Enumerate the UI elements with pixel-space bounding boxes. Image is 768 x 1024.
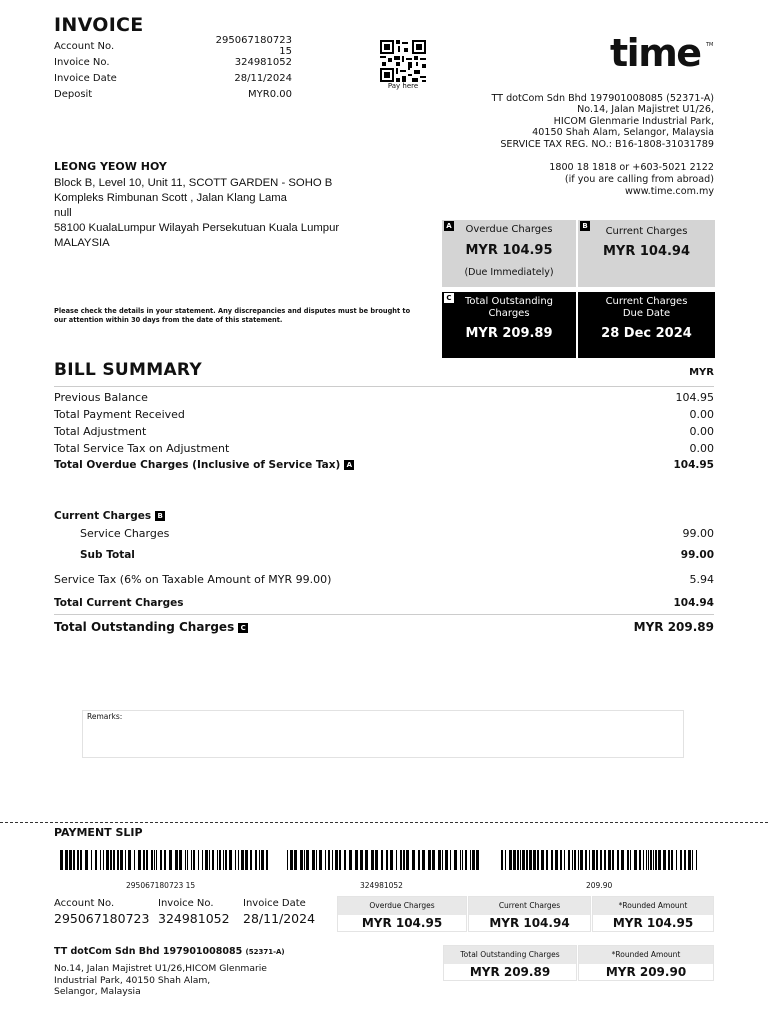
outstanding-label-2: Charges <box>488 308 530 319</box>
row-label: Total Overdue Charges (Inclusive of Service Tax) <box>54 459 341 471</box>
row-label: Sub Total <box>80 549 135 561</box>
barcode-number: 324981052 <box>360 881 403 890</box>
overdue-note: (Due Immediately) <box>464 267 554 278</box>
barcode-invoice <box>287 850 482 870</box>
meta-label: Invoice Date <box>54 72 117 84</box>
contact-note: (if you are calling from abroad) <box>564 174 714 185</box>
slip-company-name <box>54 946 285 957</box>
due-date: 28 Dec 2024 <box>601 326 692 341</box>
row-label: Service Charges <box>80 527 170 540</box>
slip-rounded-total-cell <box>578 945 714 981</box>
slip-date-value: 28/11/2024 <box>243 911 316 926</box>
slip-date-label: Invoice Date <box>243 898 306 909</box>
cell-value: MYR 104.95 <box>612 916 694 930</box>
service-tax-row <box>54 573 714 586</box>
slip-account-label: Account No. <box>54 898 115 909</box>
row-label: Service Tax (6% on Taxable Amount of MYR 99.00) <box>54 573 332 586</box>
logo-trademark: TM <box>706 42 714 48</box>
total-current-row <box>54 597 714 609</box>
contact-phone: 1800 18 1818 or +603-5021 2122 <box>549 162 714 173</box>
time-logo: time <box>610 31 701 75</box>
slip-invoice-label: Invoice No. <box>158 898 214 909</box>
address-line: null <box>54 207 72 219</box>
row-value: 104.95 <box>675 391 714 404</box>
barcode-account <box>60 850 268 870</box>
invoice-title: INVOICE <box>54 14 144 36</box>
meta-label: Deposit <box>54 88 93 100</box>
customer-address <box>54 176 339 251</box>
current-charges-heading <box>54 510 165 522</box>
customer-name: LEONG YEOW HOY <box>54 160 167 173</box>
cell-header: Overdue Charges <box>338 897 466 915</box>
meta-account <box>54 35 292 57</box>
overdue-label: Overdue Charges <box>465 224 553 235</box>
due-label-2: Due Date <box>622 308 671 319</box>
company-line: SERVICE TAX REG. NO.: B16-1808-31031789 <box>500 138 714 150</box>
divider <box>54 614 714 615</box>
meta-date <box>54 70 292 86</box>
company-line: TT dotCom Sdn Bhd 197901008085 (52371-A) <box>491 93 714 104</box>
row-label: Total Service Tax on Adjustment <box>54 442 230 455</box>
barcode-number: 209.90 <box>586 881 613 890</box>
cell-value: MYR 209.90 <box>605 965 687 979</box>
company-address <box>491 93 714 150</box>
cell-value: MYR 104.94 <box>489 916 570 930</box>
cell-header: *Rounded Amount <box>593 897 713 915</box>
outstanding-label-1: Total Outstanding <box>464 296 554 307</box>
cell-header: Total Outstanding Charges <box>444 946 576 964</box>
tag-b: B <box>580 221 590 231</box>
pay-here-label: Pay here <box>387 82 419 90</box>
meta-deposit <box>54 86 292 102</box>
slip-current-cell <box>468 896 591 932</box>
overdue-amount: MYR 104.95 <box>465 243 553 258</box>
tag-a: A <box>344 460 354 470</box>
remarks-box <box>82 710 684 758</box>
summary-row <box>54 425 714 438</box>
due-date-box <box>578 292 715 358</box>
currency-label: MYR <box>689 367 714 378</box>
row-value: 0.00 <box>689 408 714 421</box>
barcode-number: 295067180723 15 <box>126 881 196 890</box>
total-outstanding-row <box>54 620 714 634</box>
row-label: Previous Balance <box>54 391 148 404</box>
due-label-1: Current Charges <box>605 296 688 307</box>
overdue-total-row <box>54 459 714 471</box>
current-charges-box <box>578 220 715 287</box>
heading-label: Current Charges <box>54 510 152 522</box>
qr-code-icon[interactable] <box>380 40 426 82</box>
sub-total-row <box>80 549 714 561</box>
divider <box>54 386 714 387</box>
slip-rounded-cell <box>592 896 714 932</box>
barcode-amount <box>501 850 697 870</box>
slip-invoice-value: 324981052 <box>158 911 230 926</box>
meta-label: Invoice No. <box>54 56 110 68</box>
invoice-meta <box>54 35 292 102</box>
remarks-label: Remarks: <box>87 712 123 721</box>
row-value: 99.00 <box>682 527 714 540</box>
contact-website: www.time.com.my <box>625 186 714 197</box>
tag-c: C <box>444 293 454 303</box>
overdue-charges-box <box>442 220 576 287</box>
meta-value: 295067180723 15 <box>215 35 292 57</box>
tear-line <box>0 822 768 823</box>
slip-overdue-cell <box>337 896 467 932</box>
cell-header: Current Charges <box>469 897 590 915</box>
row-value: 104.94 <box>673 597 714 609</box>
bill-summary-title: BILL SUMMARY <box>54 360 202 380</box>
service-charges-row <box>80 527 714 540</box>
row-value: 0.00 <box>689 425 714 438</box>
outstanding-amount: MYR 209.89 <box>465 326 553 341</box>
row-value: 0.00 <box>689 442 714 455</box>
address-line: Selangor, Malaysia <box>54 986 141 997</box>
company-line: No.14, Jalan Majistret U1/26, <box>577 104 714 116</box>
summary-row <box>54 391 714 404</box>
current-amount: MYR 104.94 <box>602 244 691 259</box>
meta-invoice <box>54 54 292 70</box>
total-outstanding-box <box>442 292 576 358</box>
row-label: Total Adjustment <box>54 425 147 438</box>
company-name: TT dotCom Sdn Bhd 197901008085 <box>54 946 243 957</box>
meta-label: Account No. <box>54 40 115 52</box>
meta-value: MYR0.00 <box>248 88 292 100</box>
statement-notice: Please check the details in your statement. Any discrepancies and disputes must be brought to our attention within 30 days from the date of this statement. <box>54 307 411 324</box>
address-line: Block B, Level 10, Unit 11, SCOTT GARDEN - SOHO B <box>54 177 333 189</box>
summary-row <box>54 408 714 421</box>
company-contact <box>549 162 714 198</box>
address-line: 58100 KualaLumpur Wilayah Persekutuan Kuala Lumpur <box>54 222 340 234</box>
row-label: Total Payment Received <box>54 408 185 421</box>
summary-row <box>54 442 714 455</box>
row-value: 104.95 <box>673 459 714 471</box>
tag-c: C <box>238 623 248 633</box>
row-value: MYR 209.89 <box>633 620 714 634</box>
meta-value: 324981052 <box>234 56 292 68</box>
meta-value: 28/11/2024 <box>234 72 292 84</box>
current-label: Current Charges <box>605 226 688 237</box>
address-line: Industrial Park, 40150 Shah Alam, <box>54 974 211 986</box>
payment-slip-title: PAYMENT SLIP <box>54 826 143 839</box>
cell-value: MYR 104.95 <box>361 916 443 930</box>
address-line: Kompleks Rimbunan Scott , Jalan Klang Lama <box>54 192 287 204</box>
address-line: No.14, Jalan Majistret U1/26,HICOM Glenmarie <box>54 963 267 974</box>
tag-b: B <box>155 511 165 521</box>
row-label: Total Current Charges <box>54 597 184 609</box>
row-label: Total Outstanding Charges <box>54 620 235 634</box>
company-line: HICOM Glenmarie Industrial Park, <box>553 115 714 127</box>
company-reg: (52371-A) <box>245 948 285 956</box>
row-value: 99.00 <box>680 549 714 561</box>
cell-header: *Rounded Amount <box>579 946 713 964</box>
tag-a: A <box>444 221 454 231</box>
row-value: 5.94 <box>689 573 714 586</box>
slip-outstanding-cell <box>443 945 577 981</box>
address-line: MALAYSIA <box>54 237 110 249</box>
company-line: 40150 Shah Alam, Selangor, Malaysia <box>532 127 714 139</box>
slip-account-value: 295067180723 <box>54 911 150 926</box>
slip-company-address <box>54 963 267 998</box>
cell-value: MYR 209.89 <box>469 965 551 979</box>
